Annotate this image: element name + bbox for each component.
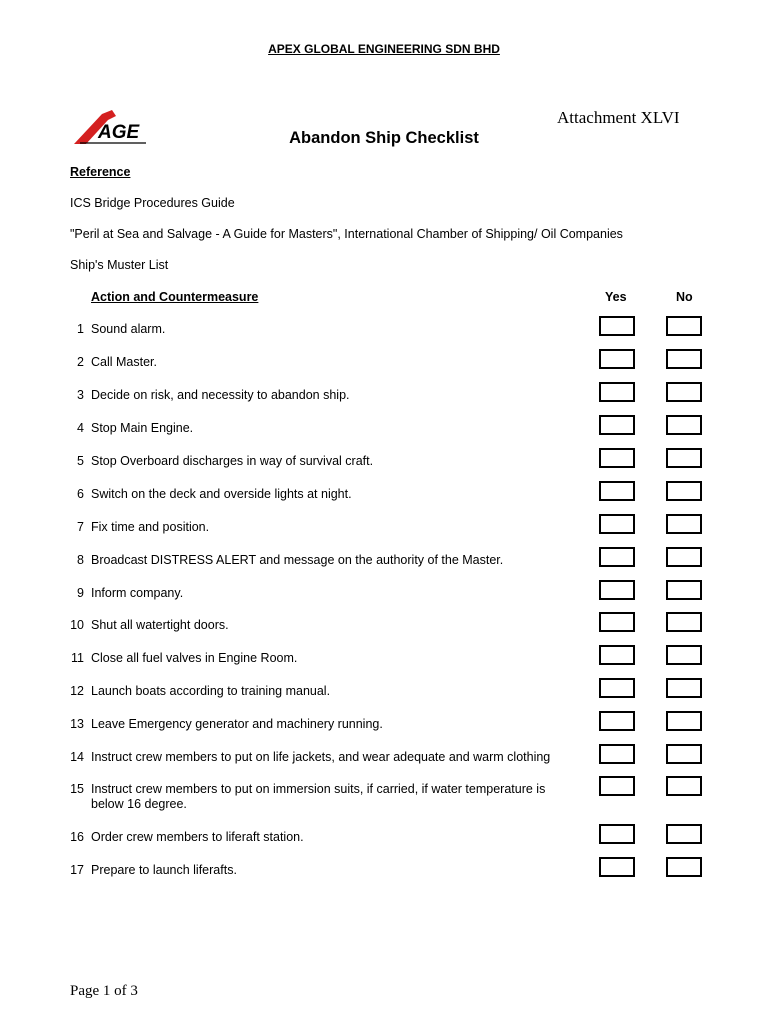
no-checkbox[interactable] (666, 481, 702, 501)
yes-checkbox[interactable] (599, 481, 635, 501)
row-action-text: Decide on risk, and necessity to abandon ship. (91, 388, 350, 402)
yes-checkbox[interactable] (599, 612, 635, 632)
yes-checkbox[interactable] (599, 448, 635, 468)
row-action-text: Stop Overboard discharges in way of survival craft. (91, 454, 374, 468)
row-action-text: Leave Emergency generator and machinery running. (91, 717, 383, 731)
no-checkbox[interactable] (666, 612, 702, 632)
row-number: 13 (70, 717, 84, 731)
row-number: 1 (77, 322, 84, 336)
yes-checkbox[interactable] (599, 349, 635, 369)
company-name: APEX GLOBAL ENGINEERING SDN BHD (268, 42, 500, 56)
yes-checkbox[interactable] (599, 382, 635, 402)
no-checkbox[interactable] (666, 744, 702, 764)
yes-checkbox[interactable] (599, 824, 635, 844)
row-number: 6 (77, 487, 84, 501)
yes-checkbox[interactable] (599, 547, 635, 567)
row-action-text: Shut all watertight doors. (91, 618, 229, 632)
yes-checkbox[interactable] (599, 711, 635, 731)
no-checkbox[interactable] (666, 415, 702, 435)
row-number: 8 (77, 553, 84, 567)
row-action-text: Order crew members to liferaft station. (91, 830, 304, 844)
no-checkbox[interactable] (666, 382, 702, 402)
row-action-text: Sound alarm. (91, 322, 166, 336)
no-checkbox[interactable] (666, 580, 702, 600)
row-action-text: Switch on the deck and overside lights at night. (91, 487, 352, 501)
no-checkbox[interactable] (666, 857, 702, 877)
row-action-text: Launch boats according to training manual. (91, 684, 331, 698)
yes-column-header: Yes (605, 290, 627, 304)
no-checkbox[interactable] (666, 645, 702, 665)
row-number: 2 (77, 355, 84, 369)
logo-text: AGE (98, 122, 140, 143)
row-action-text: Prepare to launch liferafts. (91, 863, 237, 877)
row-action-text: Fix time and position. (91, 520, 210, 534)
row-action-text: Close all fuel valves in Engine Room. (91, 651, 298, 665)
no-checkbox[interactable] (666, 678, 702, 698)
no-checkbox[interactable] (666, 711, 702, 731)
reference-heading: Reference (70, 165, 131, 179)
no-checkbox[interactable] (666, 349, 702, 369)
row-action-text: Call Master. (91, 355, 157, 369)
yes-checkbox[interactable] (599, 415, 635, 435)
row-action-text: Stop Main Engine. (91, 421, 194, 435)
no-checkbox[interactable] (666, 776, 702, 796)
yes-checkbox[interactable] (599, 316, 635, 336)
attachment-label: Attachment XLVI (557, 108, 680, 127)
row-number: 10 (70, 618, 84, 632)
row-action-text: Broadcast DISTRESS ALERT and message on the authority of the Master. (91, 553, 504, 567)
yes-checkbox[interactable] (599, 580, 635, 600)
row-number: 16 (70, 830, 84, 844)
yes-checkbox[interactable] (599, 678, 635, 698)
row-number: 12 (70, 684, 84, 698)
yes-checkbox[interactable] (599, 857, 635, 877)
row-number: 15 (70, 782, 84, 796)
row-number: 9 (77, 586, 84, 600)
row-number: 4 (77, 421, 84, 435)
row-number: 11 (71, 651, 84, 665)
page-title: Abandon Ship Checklist (289, 129, 479, 147)
row-number: 7 (77, 520, 84, 534)
row-number: 3 (77, 388, 84, 402)
no-checkbox[interactable] (666, 514, 702, 534)
reference-item: Ship's Muster List (70, 258, 169, 272)
no-column-header: No (676, 290, 693, 304)
row-action-text: Inform company. (91, 586, 184, 600)
no-checkbox[interactable] (666, 448, 702, 468)
no-checkbox[interactable] (666, 547, 702, 567)
row-number: 14 (70, 750, 84, 764)
row-action-text: Instruct crew members to put on life jackets, and wear adequate and warm clothing (91, 750, 551, 764)
yes-checkbox[interactable] (599, 776, 635, 796)
no-checkbox[interactable] (666, 316, 702, 336)
row-action-text: Instruct crew members to put on immersion suits, if carried, if water temperature is below 16 degree. (91, 782, 546, 811)
no-checkbox[interactable] (666, 824, 702, 844)
reference-item: ICS Bridge Procedures Guide (70, 196, 235, 210)
action-column-header: Action and Countermeasure (91, 290, 259, 304)
page-number: Page 1 of 3 (70, 983, 138, 999)
row-number: 17 (70, 863, 84, 877)
yes-checkbox[interactable] (599, 744, 635, 764)
reference-item: "Peril at Sea and Salvage - A Guide for Masters", International Chamber of Shipping/ Oil Companies (70, 227, 623, 241)
yes-checkbox[interactable] (599, 645, 635, 665)
yes-checkbox[interactable] (599, 514, 635, 534)
row-number: 5 (77, 454, 84, 468)
